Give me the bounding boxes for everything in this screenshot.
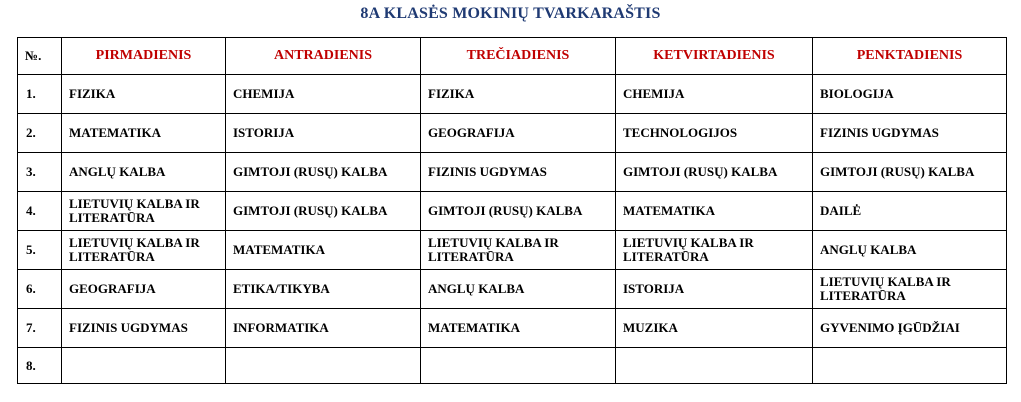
lesson-cell-tuesday: GIMTOJI (RUSŲ) KALBA: [226, 153, 421, 192]
lesson-cell-thursday: CHEMIJA: [616, 75, 813, 114]
lesson-cell-thursday: MATEMATIKA: [616, 192, 813, 231]
lesson-cell-friday: [813, 348, 1007, 384]
lesson-cell-friday: LIETUVIŲ KALBA IR LITERATŪRA: [813, 270, 1007, 309]
lesson-number: 7.: [18, 309, 62, 348]
lesson-cell-thursday: [616, 348, 813, 384]
day-header-wednesday: TREČIADIENIS: [421, 38, 616, 75]
table-row: [18, 348, 1007, 384]
lesson-cell-wednesday: FIZINIS UGDYMAS: [421, 153, 616, 192]
lesson-cell-tuesday: ISTORIJA: [226, 114, 421, 153]
lesson-cell-tuesday: ETIKA/TIKYBA: [226, 270, 421, 309]
lesson-cell-wednesday: GIMTOJI (RUSŲ) KALBA: [421, 192, 616, 231]
table-row: [18, 75, 1007, 114]
lesson-cell-thursday: LIETUVIŲ KALBA IR LITERATŪRA: [616, 231, 813, 270]
table-row: [18, 231, 1007, 270]
lesson-number: 8.: [18, 348, 62, 384]
lesson-cell-friday: GYVENIMO ĮGŪDŽIAI: [813, 309, 1007, 348]
lesson-cell-monday: LIETUVIŲ KALBA IR LITERATŪRA: [62, 192, 226, 231]
lesson-number: 4.: [18, 192, 62, 231]
lesson-cell-friday: BIOLOGIJA: [813, 75, 1007, 114]
table-row: [18, 192, 1007, 231]
lesson-cell-tuesday: GIMTOJI (RUSŲ) KALBA: [226, 192, 421, 231]
lesson-cell-wednesday: ANGLŲ KALBA: [421, 270, 616, 309]
lesson-cell-wednesday: MATEMATIKA: [421, 309, 616, 348]
lesson-number: 5.: [18, 231, 62, 270]
day-header-thursday: KETVIRTADIENIS: [616, 38, 813, 75]
lesson-cell-monday: GEOGRAFIJA: [62, 270, 226, 309]
lesson-cell-monday: ANGLŲ KALBA: [62, 153, 226, 192]
lesson-cell-monday: FIZINIS UGDYMAS: [62, 309, 226, 348]
lesson-cell-monday: [62, 348, 226, 384]
day-header-monday: PIRMADIENIS: [62, 38, 226, 75]
lesson-number: 6.: [18, 270, 62, 309]
lesson-cell-monday: LIETUVIŲ KALBA IR LITERATŪRA: [62, 231, 226, 270]
page-title: 8A KLASĖS MOKINIŲ TVARKARAŠTIS: [360, 5, 661, 22]
lesson-cell-wednesday: FIZIKA: [421, 75, 616, 114]
table-row: [18, 153, 1007, 192]
lesson-cell-friday: DAILĖ: [813, 192, 1007, 231]
table-row: [18, 270, 1007, 309]
lesson-cell-friday: ANGLŲ KALBA: [813, 231, 1007, 270]
lesson-number: 3.: [18, 153, 62, 192]
table-row: [18, 114, 1007, 153]
lesson-cell-tuesday: CHEMIJA: [226, 75, 421, 114]
lesson-cell-wednesday: GEOGRAFIJA: [421, 114, 616, 153]
lesson-cell-wednesday: [421, 348, 616, 384]
lesson-cell-monday: FIZIKA: [62, 75, 226, 114]
day-header-tuesday: ANTRADIENIS: [226, 38, 421, 75]
lesson-cell-tuesday: [226, 348, 421, 384]
lesson-cell-tuesday: INFORMATIKA: [226, 309, 421, 348]
number-column-header: №.: [18, 38, 62, 75]
table-header-row: [18, 38, 1007, 75]
lesson-cell-thursday: MUZIKA: [616, 309, 813, 348]
timetable: [17, 37, 1007, 384]
lesson-cell-monday: MATEMATIKA: [62, 114, 226, 153]
lesson-cell-tuesday: MATEMATIKA: [226, 231, 421, 270]
lesson-cell-thursday: ISTORIJA: [616, 270, 813, 309]
lesson-cell-friday: GIMTOJI (RUSŲ) KALBA: [813, 153, 1007, 192]
lesson-cell-wednesday: LIETUVIŲ KALBA IR LITERATŪRA: [421, 231, 616, 270]
lesson-cell-thursday: TECHNOLOGIJOS: [616, 114, 813, 153]
lesson-cell-friday: FIZINIS UGDYMAS: [813, 114, 1007, 153]
lesson-number: 2.: [18, 114, 62, 153]
day-header-friday: PENKTADIENIS: [813, 38, 1007, 75]
lesson-number: 1.: [18, 75, 62, 114]
table-row: [18, 309, 1007, 348]
lesson-cell-thursday: GIMTOJI (RUSŲ) KALBA: [616, 153, 813, 192]
